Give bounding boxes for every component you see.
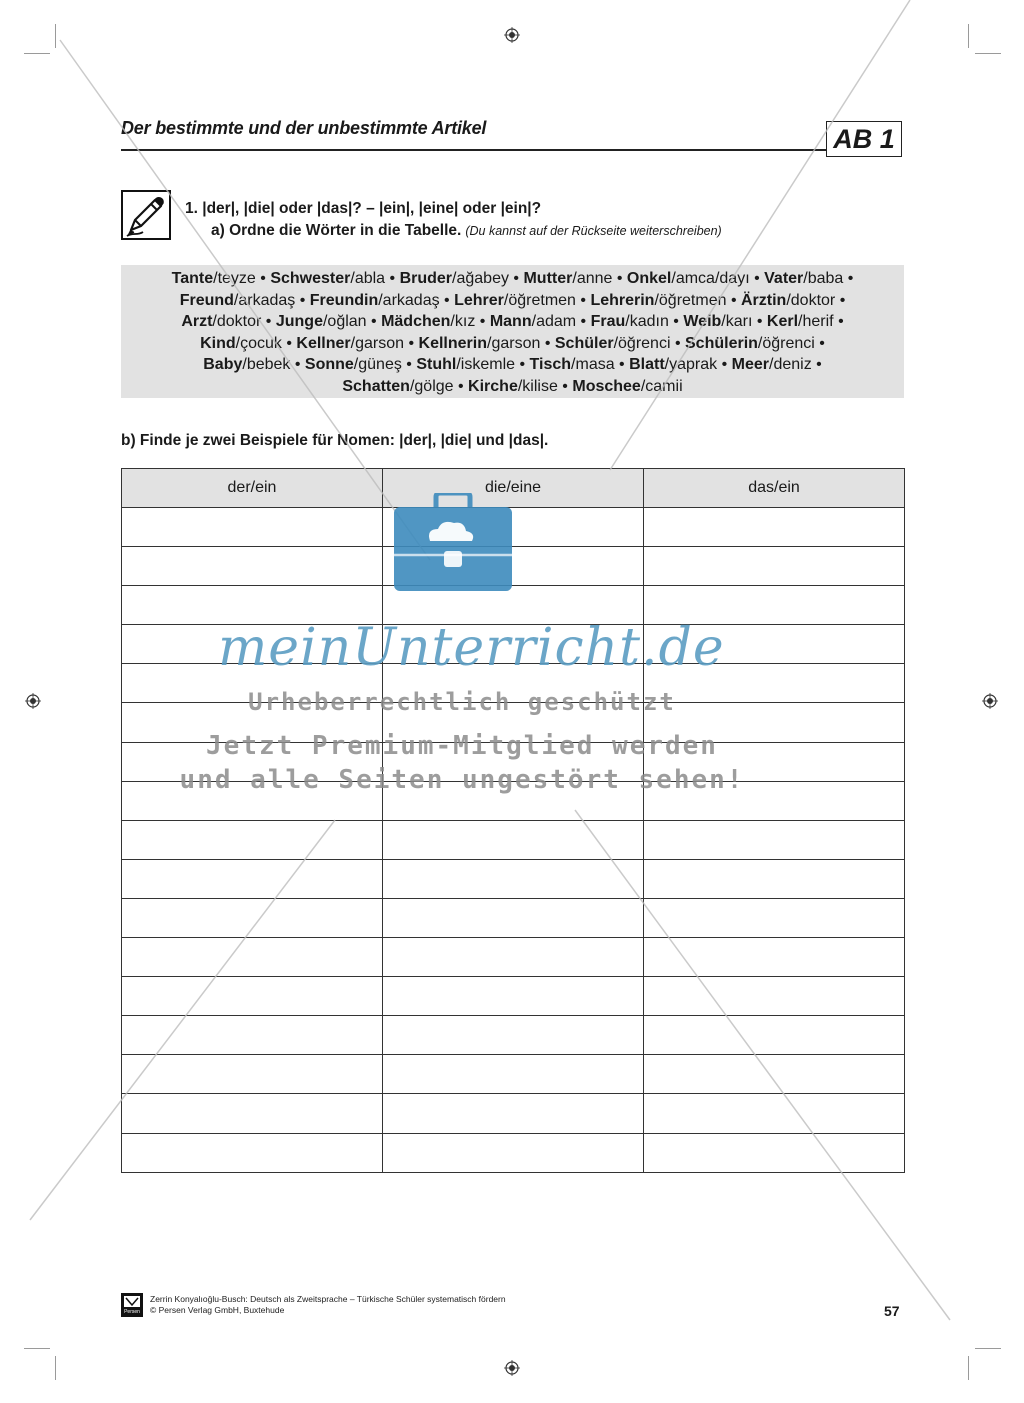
answer-cell[interactable] xyxy=(644,1016,905,1055)
word-item: Mann/adam xyxy=(489,313,577,331)
bullet-separator: • xyxy=(575,291,591,309)
crop-mark xyxy=(968,1356,969,1380)
word-item: Onkel/amca/dayı xyxy=(626,270,750,287)
word-turkish: kilise xyxy=(522,377,558,395)
column-header-der: der/ein xyxy=(122,469,383,508)
pen-writing-icon xyxy=(121,190,171,240)
word-turkish: güneş xyxy=(358,356,402,374)
word-item: Schüler/öğrenci xyxy=(554,334,671,352)
bullet-separator: • xyxy=(515,356,530,374)
registration-mark-icon xyxy=(504,1360,520,1376)
word-turkish: garson xyxy=(491,334,541,352)
answer-cell[interactable] xyxy=(383,1133,644,1172)
word-item: Kerl/herif xyxy=(766,313,834,331)
answer-cell[interactable] xyxy=(644,820,905,859)
answer-cell[interactable] xyxy=(122,1094,383,1133)
word-item: Vater/baba xyxy=(764,270,844,287)
word-german: Schülerin xyxy=(685,334,758,352)
answer-cell[interactable] xyxy=(122,508,383,547)
watermark-line-3: und alle Seiten ungestört sehen! xyxy=(179,765,745,795)
bullet-separator: • xyxy=(811,356,822,374)
word-item: Schatten/gölge xyxy=(342,377,454,395)
word-german: Weib xyxy=(683,313,722,331)
word-turkish: öğrenci xyxy=(762,334,815,352)
watermark-line-1: Urheberrechtlich geschützt xyxy=(248,688,676,716)
bullet-separator: • xyxy=(508,270,524,287)
column-header-das: das/ein xyxy=(644,469,905,508)
bullet-separator: • xyxy=(670,334,685,352)
answer-cell[interactable] xyxy=(644,898,905,937)
task-1b-heading: b) Finde je zwei Beispiele für Nomen: |der|, |die| und |das|. xyxy=(121,432,549,449)
bullet-separator: • xyxy=(843,270,854,287)
bullet-separator: • xyxy=(290,356,305,374)
bullet-separator: • xyxy=(385,270,400,287)
word-item: Freund/arkadaş xyxy=(179,291,296,309)
word-turkish: öğrenci xyxy=(618,334,671,352)
word-item: Schülerin/öğrenci xyxy=(685,334,815,352)
answer-cell[interactable] xyxy=(122,1055,383,1094)
word-german: Sonne xyxy=(304,356,354,374)
answer-cell[interactable] xyxy=(122,547,383,586)
word-item: Lehrer/öğretmen xyxy=(454,291,576,309)
bullet-separator: • xyxy=(475,313,490,331)
word-german: Kirche xyxy=(468,377,518,395)
word-item: Mutter/anne xyxy=(523,270,613,287)
answer-cell[interactable] xyxy=(383,1016,644,1055)
bullet-separator: • xyxy=(717,356,732,374)
word-german: Mutter xyxy=(523,270,573,287)
word-turkish: amca/dayı xyxy=(675,270,750,287)
worksheet-title: Der bestimmte und der unbestimmte Artikel xyxy=(121,118,487,138)
bullet-separator: • xyxy=(835,291,846,309)
word-german: Kind xyxy=(200,334,236,352)
word-german: Tante xyxy=(171,270,214,287)
footer-line-2: © Persen Verlag GmbH, Buxtehude xyxy=(150,1305,285,1315)
word-item: Kind/çocuk xyxy=(200,334,282,352)
word-item: Kirche/kilise xyxy=(468,377,558,395)
word-turkish: kadın xyxy=(629,313,669,331)
worksheet-badge: AB 1 xyxy=(826,121,902,157)
word-german: Ärztin xyxy=(741,291,787,309)
answer-cell[interactable] xyxy=(644,1094,905,1133)
header-divider xyxy=(121,149,827,151)
word-german: Lehrerin xyxy=(590,291,655,309)
crop-mark xyxy=(55,24,56,48)
answer-cell[interactable] xyxy=(644,938,905,977)
answer-cell[interactable] xyxy=(644,1133,905,1172)
word-turkish: garson xyxy=(355,334,405,352)
footer-credit xyxy=(150,1294,506,1316)
answer-cell[interactable] xyxy=(644,1055,905,1094)
crop-mark xyxy=(24,1348,50,1349)
bullet-separator: • xyxy=(404,334,419,352)
word-german: Arzt xyxy=(181,313,213,331)
word-item: Tisch/masa xyxy=(529,356,615,374)
bullet-separator: • xyxy=(261,313,276,331)
table-row xyxy=(122,1016,905,1055)
word-german: Frau xyxy=(590,313,626,331)
crop-mark xyxy=(24,53,50,54)
word-item: Schwester/abla xyxy=(270,270,386,287)
bullet-separator: • xyxy=(439,291,455,309)
word-german: Junge xyxy=(275,313,323,331)
word-bank-line xyxy=(127,354,898,376)
word-turkish: abla xyxy=(354,270,386,287)
word-turkish: öğretmen xyxy=(508,291,576,309)
word-turkish: masa xyxy=(575,356,615,374)
table-row xyxy=(122,1055,905,1094)
word-item: Arzt/doktor xyxy=(181,313,262,331)
bullet-separator: • xyxy=(612,270,627,287)
word-german: Bruder xyxy=(399,270,453,287)
word-turkish: öğretmen xyxy=(658,291,727,309)
word-item: Junge/oğlan xyxy=(275,313,367,331)
word-turkish: baba xyxy=(807,270,844,287)
table-row xyxy=(122,898,905,937)
word-item: Mädchen/kız xyxy=(381,313,476,331)
answer-cell[interactable] xyxy=(383,820,644,859)
word-item: Stuhl/iskemle xyxy=(416,356,516,374)
word-item: Tante/teyze xyxy=(171,270,256,287)
table-row xyxy=(122,1133,905,1172)
column-header-die: die/eine xyxy=(383,469,644,508)
answer-cell[interactable] xyxy=(383,859,644,898)
table-row xyxy=(122,1094,905,1133)
word-bank-line xyxy=(127,333,898,355)
word-turkish: doktor xyxy=(790,291,836,309)
word-german: Schüler xyxy=(554,334,614,352)
bullet-separator: • xyxy=(726,291,741,309)
word-bank-line xyxy=(127,268,898,290)
word-item: Baby/bebek xyxy=(203,356,291,374)
word-german: Freundin xyxy=(309,291,379,309)
word-german: Tisch xyxy=(529,356,572,374)
word-german: Baby xyxy=(203,356,243,374)
word-item: Frau/kadın xyxy=(590,313,669,331)
word-turkish: doktor xyxy=(216,313,262,331)
watermark-line-2: Jetzt Premium-Mitglied werden xyxy=(206,731,718,761)
word-german: Schatten xyxy=(342,377,410,395)
word-turkish: arkadaş xyxy=(382,291,440,309)
task-1a-instruction xyxy=(211,222,722,240)
table-row xyxy=(122,938,905,977)
word-bank-line xyxy=(127,290,898,312)
word-item: Blatt/yaprak xyxy=(629,356,718,374)
word-turkish: herif xyxy=(802,313,834,331)
word-item: Bruder/ağabey xyxy=(399,270,509,287)
page-number: 57 xyxy=(884,1303,900,1319)
word-turkish: deniz xyxy=(773,356,812,374)
answer-cell[interactable] xyxy=(122,977,383,1016)
word-turkish: adam xyxy=(536,313,577,331)
answer-cell[interactable] xyxy=(644,547,905,586)
answer-cell[interactable] xyxy=(122,1016,383,1055)
word-item: Ärztin/doktor xyxy=(741,291,836,309)
word-bank-line xyxy=(127,376,898,398)
table-row xyxy=(122,820,905,859)
bullet-separator: • xyxy=(749,270,765,287)
bullet-separator: • xyxy=(833,313,844,331)
word-german: Kellnerin xyxy=(418,334,487,352)
registration-mark-icon xyxy=(982,693,998,709)
table-row xyxy=(122,977,905,1016)
bullet-separator: • xyxy=(576,313,591,331)
crop-mark xyxy=(975,53,1001,54)
answer-cell[interactable] xyxy=(383,898,644,937)
answer-cell[interactable] xyxy=(383,977,644,1016)
answer-cell[interactable] xyxy=(122,938,383,977)
word-german: Mädchen xyxy=(381,313,451,331)
word-german: Onkel xyxy=(626,270,672,287)
bullet-separator: • xyxy=(540,334,555,352)
word-german: Kellner xyxy=(296,334,351,352)
task-1a-note: (Du kannst auf der Rückseite weiterschreiben) xyxy=(465,224,722,238)
word-turkish: anne xyxy=(576,270,613,287)
table-row xyxy=(122,859,905,898)
word-german: Stuhl xyxy=(416,356,457,374)
answer-cell[interactable] xyxy=(122,859,383,898)
bullet-separator: • xyxy=(752,313,767,331)
word-turkish: karı xyxy=(725,313,753,331)
publisher-logo-label: Persen xyxy=(124,1309,140,1315)
word-german: Vater xyxy=(764,270,804,287)
answer-cell[interactable] xyxy=(122,898,383,937)
answer-cell[interactable] xyxy=(644,977,905,1016)
word-turkish: ağabey xyxy=(456,270,509,287)
word-turkish: iskemle xyxy=(460,356,516,374)
bullet-separator: • xyxy=(814,334,825,352)
bullet-separator: • xyxy=(366,313,382,331)
word-turkish: çocuk xyxy=(240,334,282,352)
word-item: Sonne/güneş xyxy=(304,356,402,374)
answer-cell[interactable] xyxy=(122,1133,383,1172)
crop-mark xyxy=(975,1348,1001,1349)
word-german: Moschee xyxy=(572,377,641,395)
word-item: Lehrerin/öğretmen xyxy=(590,291,727,309)
word-german: Mann xyxy=(489,313,532,331)
word-german: Blatt xyxy=(629,356,665,374)
word-turkish: bebek xyxy=(246,356,291,374)
answer-cell[interactable] xyxy=(383,938,644,977)
answer-cell[interactable] xyxy=(383,1094,644,1133)
word-item: Freundin/arkadaş xyxy=(309,291,440,309)
word-item: Meer/deniz xyxy=(731,356,812,374)
crop-mark xyxy=(55,1356,56,1380)
bullet-separator: • xyxy=(614,356,630,374)
bullet-separator: • xyxy=(255,270,271,287)
answer-cell[interactable] xyxy=(122,820,383,859)
word-german: Lehrer xyxy=(454,291,504,309)
bullet-separator: • xyxy=(281,334,297,352)
word-turkish: yaprak xyxy=(669,356,718,374)
watermark-brand: meinUnterricht.de xyxy=(218,618,725,678)
bullet-separator: • xyxy=(668,313,684,331)
word-german: Schwester xyxy=(270,270,351,287)
word-item: Kellnerin/garson xyxy=(418,334,541,352)
word-german: Kerl xyxy=(766,313,799,331)
registration-mark-icon xyxy=(504,27,520,43)
task-1-heading: 1. |der|, |die| oder |das|? – |ein|, |eine| oder |ein|? xyxy=(185,200,542,217)
word-german: Freund xyxy=(179,291,234,309)
bullet-separator: • xyxy=(453,377,469,395)
task-1a-text: a) Ordne die Wörter in die Tabelle. xyxy=(211,222,462,239)
word-turkish: oğlan xyxy=(327,313,367,331)
word-turkish: gölge xyxy=(414,377,454,395)
answer-cell[interactable] xyxy=(644,859,905,898)
word-german: Meer xyxy=(731,356,770,374)
word-turkish: teyze xyxy=(217,270,256,287)
word-item: Weib/karı xyxy=(683,313,753,331)
bullet-separator: • xyxy=(295,291,310,309)
footer-line-1: Zerrin Konyalıoğlu-Busch: Deutsch als Zweitsprache – Türkische Schüler systematisch fördern xyxy=(150,1294,506,1304)
word-turkish: kız xyxy=(454,313,476,331)
word-item: Moschee/camii xyxy=(572,377,683,395)
word-item: Kellner/garson xyxy=(296,334,405,352)
crop-mark xyxy=(968,24,969,48)
briefcase-cloud-icon xyxy=(390,493,516,593)
word-bank-box xyxy=(121,265,904,398)
bullet-separator: • xyxy=(557,377,573,395)
answer-cell[interactable] xyxy=(644,508,905,547)
answer-cell[interactable] xyxy=(383,1055,644,1094)
word-bank-line xyxy=(127,311,898,333)
bullet-separator: • xyxy=(401,356,417,374)
word-turkish: camii xyxy=(645,377,683,395)
word-turkish: arkadaş xyxy=(238,291,296,309)
